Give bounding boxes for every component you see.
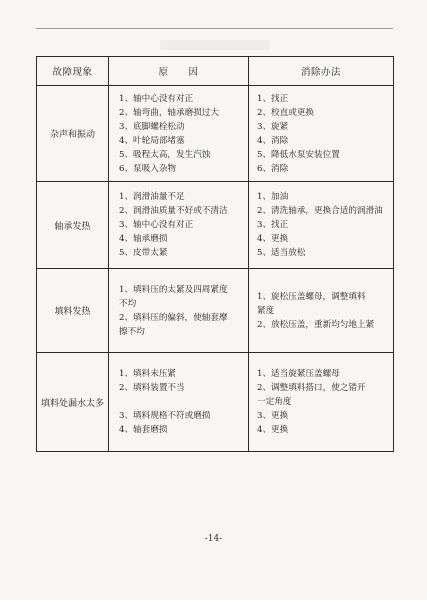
cause-list	[109, 92, 248, 176]
cause-item: 3、轴中心没有对正	[119, 220, 194, 230]
cause-cell	[109, 86, 249, 182]
remedy-list	[249, 190, 393, 260]
cause-list	[109, 367, 248, 437]
remedy-item: 2、校直或更换	[257, 107, 315, 118]
remedy-item: 3、更换	[257, 411, 289, 421]
fault-cell: 轴承发热	[37, 182, 109, 269]
remedy-item: 5、降低水泵安装位置	[257, 149, 340, 160]
cause-item: 1、润滑油量不足	[119, 192, 185, 202]
fault-cell: 杂声和振动	[37, 86, 109, 182]
remedy-item: 1、加油	[257, 192, 289, 202]
page-top-rule	[36, 28, 393, 29]
remedy-item: 1、旋松压盖螺母，调整填料 紧度	[257, 291, 366, 316]
remedy-cell	[249, 86, 394, 182]
page-number: -14-	[204, 534, 223, 544]
remedy-item: 4、更换	[257, 234, 289, 244]
cause-item: 5、皮带太紧	[119, 248, 168, 258]
cause-item: 4、叶轮局部堵塞	[119, 135, 185, 146]
fault-cell: 填料处漏水太多	[37, 353, 109, 452]
remedy-item: 2、放松压盖，重新均匀地上紧	[257, 319, 375, 330]
table-header-row	[37, 57, 394, 86]
remedy-item: 1、适当旋紧压盖螺母	[257, 369, 340, 379]
remedy-cell	[249, 269, 394, 353]
remedy-cell	[249, 182, 394, 269]
cause-item: 4、轴承磨损	[119, 234, 168, 244]
faint-bleed-through-heading	[160, 40, 270, 50]
cause-item: 2、润滑油质量不好或不清洁	[119, 206, 228, 216]
cause-item: 2、轴弯曲，轴承磨损过大	[119, 107, 219, 118]
table-row	[37, 353, 394, 452]
header-fault: 故障现象	[37, 57, 109, 86]
remedy-item: 1、找正	[257, 93, 289, 104]
cause-item: 1、轴中心没有对正	[119, 93, 194, 104]
remedy-list	[249, 290, 393, 332]
remedy-list	[249, 367, 393, 437]
cause-item: 1、填料压的太紧及四周紧度 不均	[119, 284, 228, 309]
cause-cell	[109, 353, 249, 452]
cause-item: 2、填料装置不当	[119, 383, 185, 393]
header-remedy: 消除办法	[249, 57, 394, 86]
table-row	[37, 182, 394, 269]
cause-item-spacer	[119, 395, 242, 409]
cause-cell	[109, 269, 249, 353]
remedy-item: 2、调整填料搭口，使之错开 一定角度	[257, 383, 366, 407]
table-row	[37, 269, 394, 353]
remedy-item: 6、消除	[257, 163, 289, 174]
remedy-item: 4、消除	[257, 135, 289, 146]
cause-list	[109, 283, 248, 339]
header-cause: 原 因	[109, 57, 249, 86]
cause-item: 1、填料未压紧	[119, 369, 177, 379]
cause-item: 4、轴套磨损	[119, 425, 168, 435]
remedy-item: 5、适当放松	[257, 248, 306, 258]
cause-item: 2、填料压的偏斜，使轴套摩 擦不均	[119, 312, 228, 337]
remedy-cell	[249, 353, 394, 452]
fault-cell: 填料发热	[37, 269, 109, 353]
cause-list	[109, 190, 248, 260]
remedy-item: 2、清洗轴承，更换合适的润滑油	[257, 206, 383, 216]
remedy-list	[249, 92, 393, 176]
cause-item: 3、填料规格不符或磨损	[119, 411, 211, 421]
cause-cell	[109, 182, 249, 269]
troubleshooting-table	[36, 56, 394, 452]
cause-item: 5、吸程太高，发生汽蚀	[119, 149, 211, 160]
cause-item: 3、底脚螺栓松动	[119, 121, 185, 132]
table-row	[37, 86, 394, 182]
remedy-item: 3、找正	[257, 220, 289, 230]
remedy-item: 4、更换	[257, 425, 289, 435]
remedy-item: 3、旋紧	[257, 121, 289, 132]
cause-item: 6、泵吸入杂物	[119, 163, 177, 174]
